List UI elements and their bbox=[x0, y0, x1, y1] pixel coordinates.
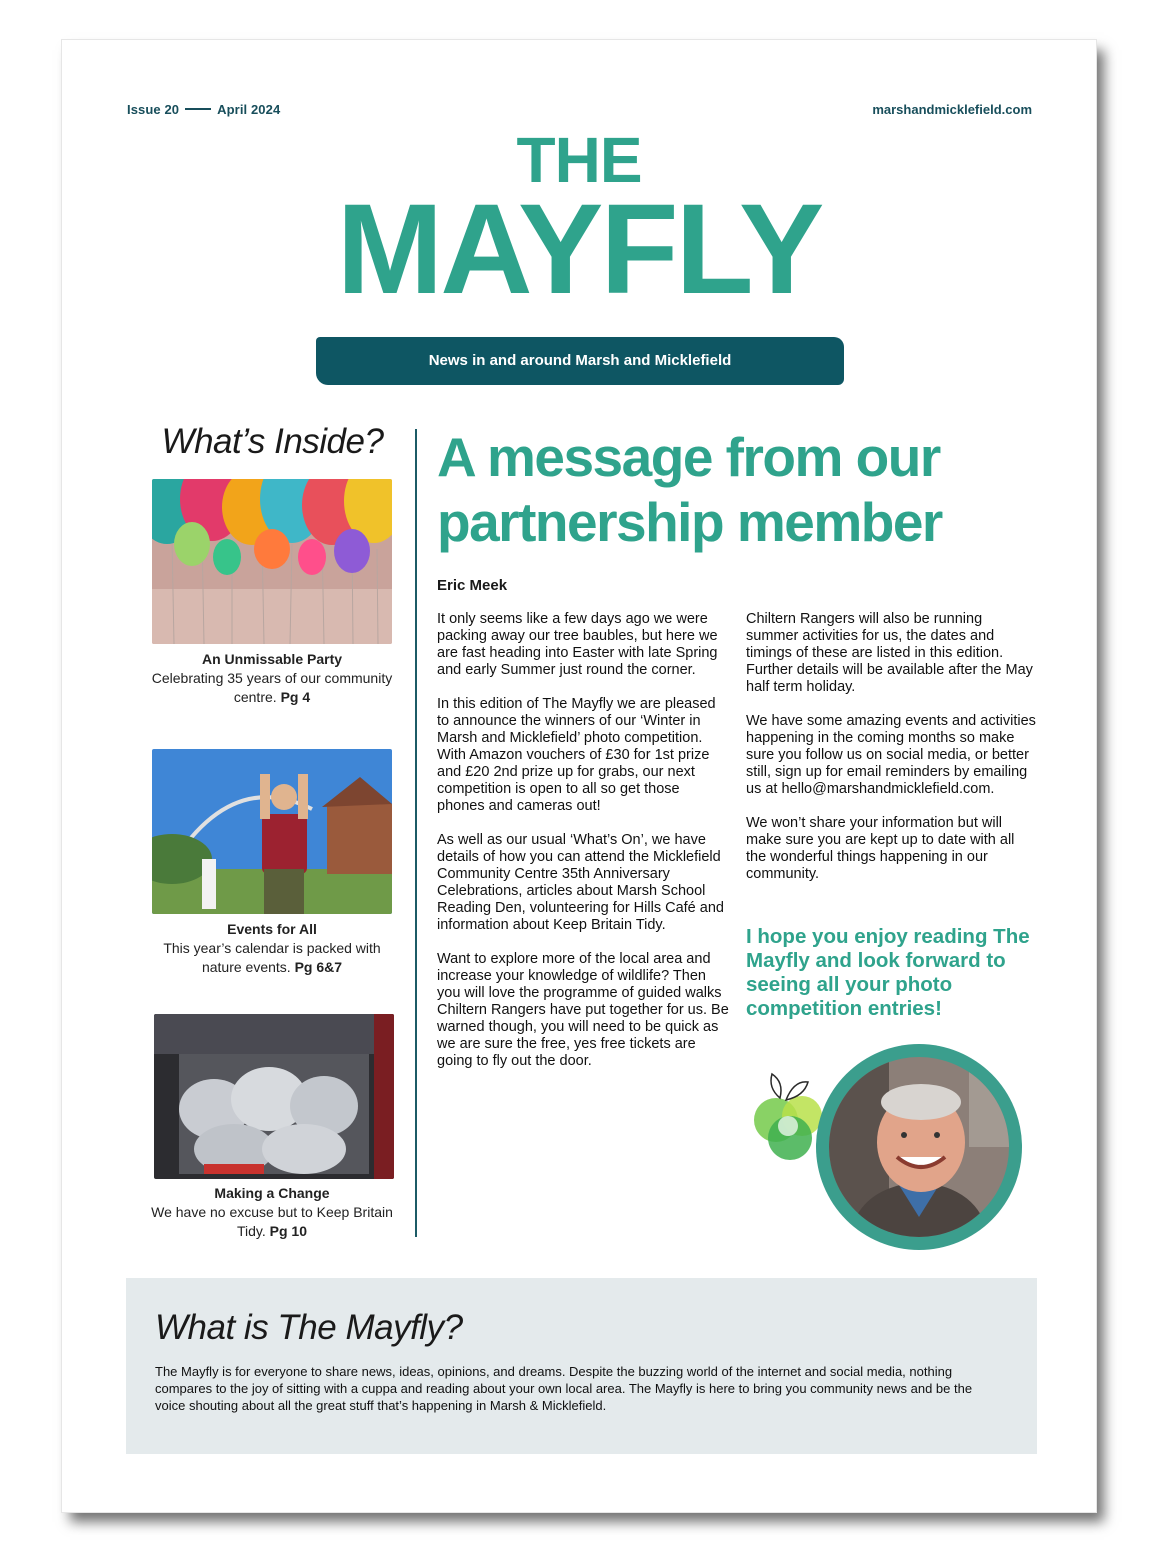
litter-bags-image[interactable] bbox=[154, 1014, 394, 1179]
article-column-1 bbox=[437, 611, 729, 1087]
inside-item-page: Pg 10 bbox=[269, 1223, 308, 1239]
inside-item-text: Celebrating 35 years of our community centre. bbox=[151, 670, 393, 705]
issue-info bbox=[127, 102, 280, 117]
article-paragraph: In this edition of The Mayfly we are pleased to announce the winners of our ‘Winter in Marsh and Micklefield’ photo competition. With Amazon vouchers of £30 for 1st prize and £20 2nd prize up for grabs, our next competition is open to all so get those phones and cameras out! bbox=[437, 696, 716, 814]
inside-item-text: We have no excuse but to Keep Britain Tidy. bbox=[151, 1204, 393, 1239]
article-paragraph: We won’t share your information but will make sure you are kept up to date with all the wonderful things happening in our community. bbox=[746, 815, 1015, 882]
party-balloons-image[interactable] bbox=[152, 479, 392, 644]
inside-item-text: This year’s calendar is packed with nature events. bbox=[163, 940, 381, 975]
article-paragraph: We have some amazing events and activities happening in the coming months so make sure you follow us on social media, or better still, sign up for email reminders by emailing us at hello@marshandmicklefield.com. bbox=[746, 713, 1036, 797]
tagline-banner: News in and around Marsh and Micklefield bbox=[316, 337, 844, 385]
inside-item-title: An Unmissable Party bbox=[201, 651, 343, 667]
about-mayfly-box bbox=[126, 1278, 1037, 1454]
masthead-mayfly: MAYFLY bbox=[336, 178, 822, 321]
author-portrait bbox=[816, 1044, 1022, 1250]
events-volunteer-image[interactable] bbox=[152, 749, 392, 914]
article-paragraph: Chiltern Rangers will also be running summer activities for us, the dates and timings of these are listed in this edition. Further details will be available after the May half term holiday. bbox=[746, 611, 1033, 695]
header-dash bbox=[185, 108, 211, 110]
pull-quote: I hope you enjoy reading The Mayfly and look forward to seeing all your photo competition entries! bbox=[746, 925, 1030, 1020]
inside-item-page: Pg 4 bbox=[280, 689, 311, 705]
inside-item-events[interactable] bbox=[142, 920, 402, 977]
whats-inside-heading: What’s Inside? bbox=[161, 422, 384, 461]
article-author: Eric Meek bbox=[437, 577, 508, 594]
about-heading: What is The Mayfly? bbox=[155, 1308, 463, 1347]
newsletter-page bbox=[62, 40, 1096, 1512]
article-paragraph: Want to explore more of the local area and increase your knowledge of wildlife? Then you will love the programme of guided walks Chiltern Rangers have put together for us. Be warned though, you will need to be quick as we are sure the free, yes free tickets are going to fly out the door. bbox=[437, 951, 729, 1069]
article-paragraph: It only seems like a few days ago we were packing away our tree baubles, but here we are fast heading into Easter with late Spring and early Summer just round the corner. bbox=[437, 611, 718, 678]
issue-number: Issue 20 bbox=[127, 102, 180, 117]
website-link[interactable]: marshandmicklefield.com bbox=[872, 102, 1032, 117]
masthead-the: THE bbox=[516, 124, 642, 196]
article-column-2 bbox=[746, 611, 1038, 900]
inside-item-title: Making a Change bbox=[214, 1185, 330, 1201]
article-headline: A message from our partnership member bbox=[437, 426, 942, 553]
about-text: The Mayfly is for everyone to share news, ideas, opinions, and dreams. Despite the buzzing world of the internet and social media, nothing compares to the joy of sitting with a cuppa and reading about your own local area. The Mayfly is here to bring you community news and be the voice shouting about all the great stuff that’s happening in Marsh & Micklefield. bbox=[155, 1364, 973, 1413]
inside-item-page: Pg 6&7 bbox=[294, 959, 343, 975]
inside-item-party[interactable] bbox=[142, 650, 402, 707]
inside-item-change[interactable] bbox=[142, 1184, 402, 1241]
article-paragraph: As well as our usual ‘What’s On’, we have details of how you can attend the Micklefield Community Centre 35th Anniversary Celebrations, articles about Marsh School Reading Den, volunteering for Hills Café and information about Keep Britain Tidy. bbox=[437, 832, 724, 933]
issue-date: April 2024 bbox=[217, 102, 281, 117]
column-divider bbox=[415, 429, 417, 1237]
inside-item-title: Events for All bbox=[227, 921, 317, 937]
